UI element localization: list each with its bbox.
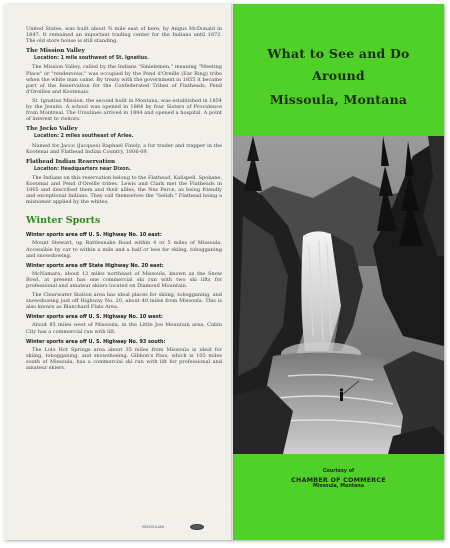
section-title-jocko-valley: The Jocko Valley — [26, 126, 78, 133]
section-title-flathead-reservation: Flathead Indian Reservation — [26, 158, 116, 165]
printer-footer — [142, 524, 212, 532]
brochure — [4, 4, 444, 540]
section-location-jocko-valley: Location: 2 miles southeast of Arlee. — [34, 134, 134, 140]
organization-name: CHAMBER OF COMMERCE — [291, 476, 386, 484]
organization-city: Missoula, Montana — [313, 484, 364, 489]
winter-area-paragraph: The Clearwater Station area has ideal places for skiing, tobogganing, and snowshoeing just off Highway No. 20, about 40 miles from Missoula. This is also known as Blanchard Flats Area. — [26, 292, 222, 311]
union-label-icon — [190, 524, 204, 530]
waterfall-photo — [233, 136, 444, 454]
winter-area-title: Winter sports area off U. S. Highway No. 10 west: — [26, 314, 163, 321]
winter-area-title: Winter sports area off U. S. Highway No. 10 east: — [26, 232, 162, 239]
cover-credit-block — [233, 454, 444, 540]
section-paragraph: St. Ignatius Mission, the second built in Montana, was established in 1854 by the Jesuits. A school was opened in 1864 by four Sisters of Providence from Montreal. The Ursulines arrived in 1884 and opened a hospital. A point of interest to visitors. — [26, 97, 222, 123]
courtesy-label: Courtesy of — [322, 469, 355, 474]
winter-area-title: Winter sports area off State Highway No. 20 east: — [26, 262, 164, 269]
left-panel — [26, 26, 222, 526]
cover-title-block — [233, 4, 444, 136]
intro-paragraph: United States, was built about ¾ mile east of here, by Angus McDonald in 1847. It remained an important trading center for the Indians until 1872. The old store house is still standing. — [26, 26, 222, 45]
section-paragraph: The Mission Valley, called by the Indians "Sinielemen," meaning "Meeting Place" or "rendezvous," was occupied by the Pend d'Oreille (Ear Ring) tribe when the white man came. By treaty with the government in 1855 it became part of the Reservation for the Confederated Tribes of Flatheads, Pend d'Oreilles and Kootenais. — [26, 64, 222, 95]
section-location-mission-valley: Location: 1 mile southwest of St. Ignatius. — [34, 56, 149, 62]
winter-area-paragraph: The Lolo Hot Springs area about 35 miles from Missoula is ideal for skiing, tobogganing, and snowshoeing. Gibbon's Pass, which is 105 miles south of Missoula, has a commercial ski run with lift for professional and amateur skiers. — [26, 346, 222, 372]
winter-area-title: Winter sports area off U. S. Highway No. 93 south: — [26, 338, 166, 345]
winter-area-paragraph: Mount Stewart, up Rattlesnake Road within 4 or 5 miles of Missoula. Accessible by car to within a mile and a half or less for skiing, tobogganing and snowshoeing. — [26, 240, 222, 259]
section-paragraph: The Indians on this reservation belong to the Flathead, Kalispell, Spokane, Kootenai and Pend d'Oreille tribes. Lewis and Clark met the Flatheads in 1805 and described them and their allies, the Nez Perce, as being friendly and exceptional Indians. They call themselves the "Selish." Flathead being a misnomer applied by the whites. — [26, 174, 222, 206]
section-title-mission-valley: The Mission Valley — [26, 48, 85, 55]
printer-mark: MISSOULIAN — [142, 525, 165, 529]
section-paragraph: Named for Jacco (Jacques) Raphael Finely, a fur trader and trapper in the Kootenai and Flathead Indian Country, 1806-09. — [26, 142, 222, 155]
cover-title-line-2: Around — [312, 68, 365, 83]
winter-area-paragraph: McNamara, about 12 miles northeast of Missoula, known as the Snow Bowl, at present has one commercial ski run with two ski lifts for professional and amateur skiers located on Diamond Mountain. — [26, 270, 222, 289]
section-location-flathead-reservation: Location: Headquarters near Dixon. — [34, 166, 131, 172]
cover-title-line-1: What to See and Do — [267, 46, 410, 61]
winter-sports-heading: Winter Sports — [26, 215, 101, 227]
winter-area-paragraph: About 85 miles west of Missoula, in the Little Joe Mountain area, Cabin City has a commercial run with lift. — [26, 322, 222, 335]
cover-title-line-3: Missoula, Montana — [269, 92, 408, 107]
